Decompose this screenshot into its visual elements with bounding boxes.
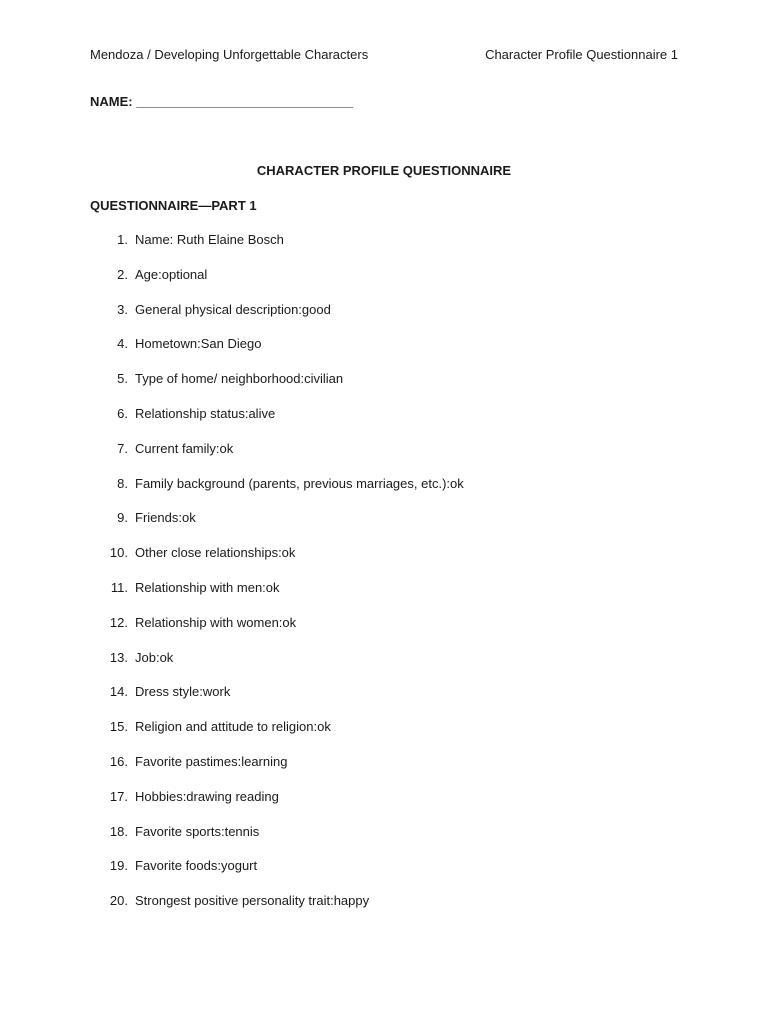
list-item-number: 1. — [117, 232, 128, 247]
list-item-text: Strongest positive personality trait:happy — [135, 893, 370, 909]
list-item-text: General physical description:good — [135, 301, 331, 317]
list-item-text: Relationship with men:ok — [135, 579, 280, 595]
list-item-text: Type of home/ neighborhood:civilian — [135, 371, 344, 387]
list-item-number: 12. — [109, 614, 128, 630]
list-item-number: 14. — [109, 684, 128, 700]
list-item-text: Friends:ok — [135, 510, 196, 526]
list-item-text: Relationship status:alive — [135, 405, 276, 421]
list-item-number: 16. — [109, 753, 128, 769]
list-item-text: Current family:ok — [135, 440, 234, 456]
list-item-number: 8. — [117, 475, 128, 491]
list-item-number: 2. — [117, 266, 128, 282]
list-item-number: 20. — [109, 893, 128, 909]
header-page-label: Character Profile Questionnaire 1 — [485, 47, 678, 62]
list-item-number: 6. — [117, 405, 128, 421]
list-item-number: 15. — [109, 719, 128, 735]
list-item-text: Religion and attitude to religion:ok — [135, 719, 331, 735]
list-item-text: Favorite pastimes:learning — [135, 753, 288, 769]
list-item-text: Name: Ruth Elaine Bosch — [135, 232, 284, 247]
list-item-number: 18. — [109, 823, 128, 839]
list-item-number: 5. — [117, 371, 128, 387]
list-item-number: 4. — [117, 336, 128, 352]
list-item-text: Hobbies:drawing reading — [135, 788, 279, 804]
list-item-number: 9. — [117, 510, 128, 526]
list-item-number: 7. — [117, 440, 128, 456]
name-field-line: NAME: ______________________________ — [90, 94, 354, 109]
list-item-text: Other close relationships:ok — [135, 545, 296, 561]
list-item-text: Family background (parents, previous marriages, etc.):ok — [135, 475, 464, 491]
section-heading: QUESTIONNAIRE—PART 1 — [90, 198, 257, 213]
list-item-text: Job:ok — [135, 649, 174, 665]
list-item-number: 3. — [117, 301, 128, 317]
list-item-text: Hometown:San Diego — [135, 336, 262, 352]
list-item-text: Favorite foods:yogurt — [135, 858, 258, 874]
list-item-number: 19. — [109, 858, 128, 874]
page-title: CHARACTER PROFILE QUESTIONNAIRE — [256, 163, 512, 178]
list-item-number: 13. — [109, 649, 128, 665]
list-item-number: 11. — [110, 579, 128, 595]
list-item-text: Age:optional — [135, 266, 208, 282]
list-item-text: Favorite sports:tennis — [135, 823, 260, 839]
list-item-number: 17. — [109, 788, 128, 804]
header-author-title: Mendoza / Developing Unforgettable Characters — [90, 47, 369, 62]
list-item-number: 10. — [109, 545, 128, 561]
list-item-text: Relationship with women:ok — [135, 614, 297, 630]
list-item-text: Dress style:work — [135, 684, 231, 700]
